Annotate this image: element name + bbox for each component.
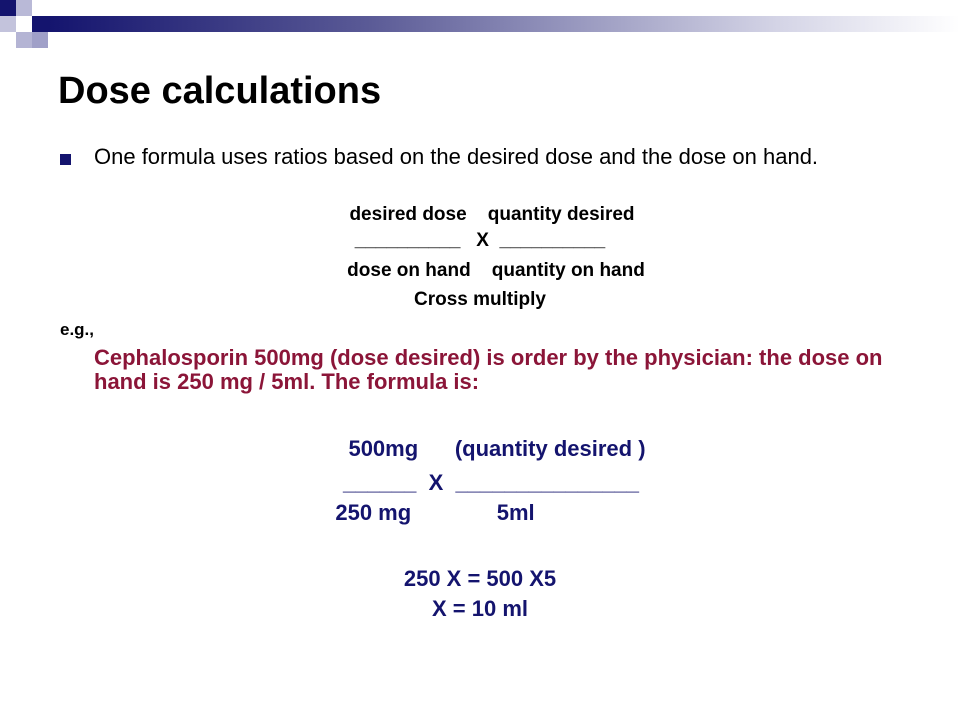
formula-numerators: desired dose quantity desired	[349, 204, 635, 225]
cross-multiply-label: Cross multiply	[414, 289, 546, 310]
formula-denominators: dose on hand quantity on hand	[347, 260, 645, 281]
header-square	[16, 32, 32, 48]
header-gradient-bar	[48, 16, 960, 32]
header-square	[16, 16, 32, 32]
example-label: e.g.,	[60, 320, 95, 339]
header-square	[32, 32, 48, 48]
example-result: X = 10 ml	[431, 596, 528, 621]
example-formula-numerators: 500mg (quantity desired )	[348, 436, 646, 461]
header-square	[0, 0, 16, 16]
header-square	[16, 0, 32, 16]
example-text: Cephalosporin 500mg (dose desired) is order by the physician: the dose on hand is 250 mg / 5ml. The formula is:	[94, 345, 883, 394]
example-calculation: 250 X = 500 X5	[403, 566, 557, 591]
formula-fraction-bars: __________ X __________	[354, 230, 606, 251]
header-square	[32, 0, 48, 16]
bullet-text: One formula uses ratios based on the desired dose and the dose on hand.	[94, 144, 819, 169]
square-bullet-icon	[60, 154, 71, 165]
example-formula-denominators: 250 mg 5ml	[335, 500, 535, 525]
header-square	[32, 16, 48, 32]
header-square	[0, 16, 16, 32]
bullet-item	[60, 145, 920, 168]
slide-title: Dose calculations	[58, 70, 382, 112]
example-formula-fraction-bars: ______ X _______________	[342, 470, 640, 495]
